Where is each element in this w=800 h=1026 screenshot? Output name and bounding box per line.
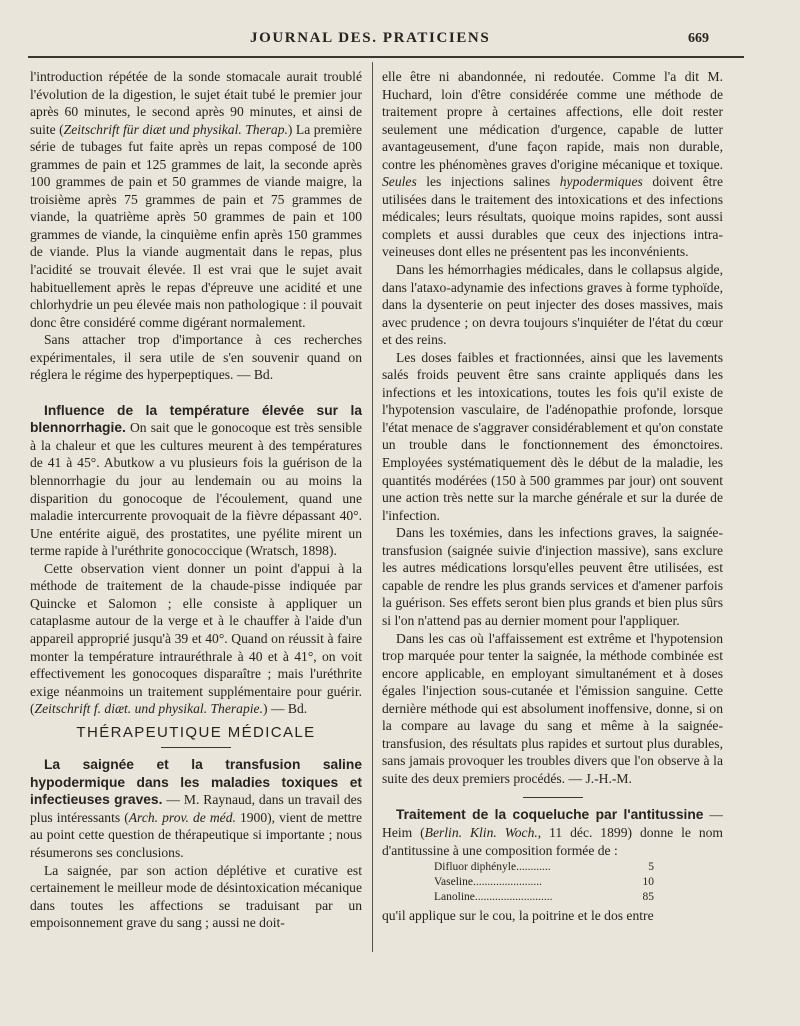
page-number: 669 (688, 31, 709, 46)
paragraph: l'introduction répétée de la sonde stomacale aurait troublé l'évolution de la digestion, le sujet était tubé le premier jour après 60 minutes, le second après 90 minutes, et ainsi de suite (Zeitschrift für diæt und physikal. Therap.) La première série de tubages fut faite après un repas composé de 100 grammes de pain et 125 grammes de lait, la seconde après 100 grammes de pain et 50 grammes de viande maigre, la troisième après 75 grammes de pain et 75 grammes de viande, la quatrième après 50 grammes de pain et 100 grammes de viande, la cinquième enfin après 150 grammes de viande. Plus la viande augmentait dans le repas, plus l'acidité se trouvait élevée. Il est vrai que le sujet avait habituellement après le repas d'épreuve une acidité et une chlorhydrie un peu élevée mais non pathologique : il pouvait donc être considéré comme digérant normalement. (30, 69, 362, 330)
paragraph: qu'il applique sur le cou, la poitrine et le dos entre (382, 908, 654, 924)
ingredient-name: Vaseline........................ (434, 876, 542, 889)
running-title: JOURNAL DES. PRATICIENS (250, 30, 491, 46)
article-separator (523, 797, 583, 798)
citation: Arch. prov. de méd. (128, 809, 236, 825)
article-title: Traitement de la coqueluche par l'antitussine (396, 807, 704, 823)
formula-row (434, 890, 654, 905)
paragraph: La saignée, par son action déplétive et curative est certainement le meilleur mode de désintoxication mécanique dans toutes les affections se traduisant par un empoisonnement grave du sang ; aussi ne doit- (30, 862, 362, 931)
section-title: THÉRAPEUTIQUE MÉDICALE (76, 723, 316, 741)
ingredient-name: Difluor diphényle............ (434, 861, 551, 874)
ingredient-amount: 85 (642, 891, 654, 904)
page-header (0, 28, 800, 58)
paragraph: Dans les toxémies, dans les infections graves, la saignée-transfusion (saignée suivie d'injection massive), sans exclure les autres médications lorsqu'elles peuvent être utilisées, est capable de rendre les plus grands services et d'amener parfois la guérison. Ses effets seront bien plus grands et bien plus sûrs si l'on n'attend pas au dernier moment pour l'appliquer. (382, 525, 723, 628)
ingredient-name: Lanoline........................... (434, 891, 553, 904)
paragraph: Dans les cas où l'affaissement est extrême et l'hypotension trop marquée pour tenter la saignée, la méthode combinée est encore applicable, en employant simultanément et à doses égales l'injection sous-cutanée et l'émission sanguine. Cette dernière méthode qui est absolument inoffensive, donne, si on la compare au lavage du sang et même à la saignée-transfusion, des résultats plus rapides et surtout plus durables, sans jamais provoquer les troubles divers que l'on observe à la suite des deux premiers procédés. — J.-H.-M. (382, 630, 723, 786)
paragraph: Les doses faibles et fractionnées, ainsi que les lavements salés froids peuvent être sans crainte appliqués dans les infections et les intoxications, toutes les fois qu'il existe de l'hypotension vasculaire, de l'adénopathie profonde, lorsque l'état menace de s'aggraver considérablement et qu'on constate un trouble dans le fonctionnement des émonctoires. Employées systématiquement dès le début de la maladie, les quantités modérées (150 à 500 grammes par jour) ont souvent une action très nette sur la marche générale et sur la durée de l'infection. (382, 349, 723, 523)
paragraph: elle être ni abandonnée, ni redoutée. Comme l'a dit M. Huchard, loin d'être considérée comme une méthode de traitement propre à certaines affections, elle doit rester seulement une médication d'urgence, capable de lutter avantageusement, d'une façon rapide, mais non durable, contre les phénomènes graves d'origine mécanique et toxique. Seules les injections salines hypodermiques doivent être utilisées dans le traitement des intoxications et des infections médicales; leurs résultats, quoique moins rapides, sont aussi complets et aussi durables que ceux des injections intra-veineuses dont elles ne présentent pas les inconvénients. (382, 69, 723, 260)
ingredient-amount: 10 (642, 876, 654, 889)
article-title: Influence de la température élevée sur la blennorrhagie. (30, 402, 362, 436)
right-column (382, 68, 723, 1008)
article-title: La saignée et la transfusion saline hypodermique dans les maladies toxiques et infectieuses graves. (30, 757, 362, 808)
paragraph: Dans les hémorrhagies médicales, dans le collapsus algide, dans l'ataxo-adynamie des infections graves à forme typhoïde, dans la dysenterie on peut injecter des doses massives, mais avec prudence ; on devra toujours s'inquiéter de l'état du cœur et des reins. (382, 262, 723, 348)
paragraph: Cette observation vient donner un point d'appui à la méthode de traitement de la chaude-pisse indiquée par Quincke et Salomon ; elle consiste à appliquer un cataplasme autour de la verge et à le chauffer à l'aide d'un appareil approprié jusqu'à 39 et 40°. Quand on réussit à faire monter la température intrauréthrale à 40 et à 41°, on voit effectivement les gonocoques disparaître ; mais l'uréthrite exige néanmoins un traitement supplémentaire pour guérir. (Zeitschrift f. diæt. und physikal. Therapie.) — Bd. (30, 560, 362, 717)
spacer (30, 384, 362, 402)
formula-row (434, 860, 654, 875)
left-column (30, 68, 362, 1008)
formula-list (434, 860, 723, 905)
column-divider (372, 62, 373, 952)
citation: Berlin. Klin. Woch. (424, 824, 538, 840)
citation: Zeitschrift für diæt und physikal. Therap. (63, 121, 288, 137)
article-paragraph: Traitement de la coqueluche par l'antitussine — Heim (Berlin. Klin. Woch., 11 déc. 1899) donne le nom d'antitussine à une composition formée de : (382, 807, 723, 858)
formula-row (434, 875, 654, 890)
header-rule (28, 56, 744, 58)
citation: Zeitschrift f. diæt. und physikal. Therapie. (34, 701, 263, 717)
section-rule (161, 747, 231, 748)
paragraph: Sans attacher trop d'importance à ces recherches expérimentales, il sera utile de s'en souvenir quand on réglera le régime des hyperpeptiques. — Bd. (30, 332, 362, 383)
ingredient-amount: 5 (648, 861, 654, 874)
article-paragraph: La saignée et la transfusion saline hypodermique dans les maladies toxiques et infectieuses graves. — M. Raynaud, dans un travail des plus intéressants (Arch. prov. de méd. 1900), vient de mettre au point cette question de thérapeutique si importante ; nous résumerons ses conclusions. (30, 757, 363, 860)
article-paragraph: Influence de la température élevée sur la blennorrhagie. On sait que le gonocoque est très sensible à la chaleur et que les cultures meurent à des températures de 41 à 45°. Abutkow a vu plusieurs fois la guérison de la blennorrhagie du jour au lendemain ou au moins la disparition du gonocoque de l'écoulement, quand une maladie intercurrente provoquait de la fièvre dépassant 40°. Une entérite aiguë, des prostatites, une pyélite mirent un terme rapide à l'uréthrite gonococcique (Wratsch, 1898). (30, 402, 362, 559)
